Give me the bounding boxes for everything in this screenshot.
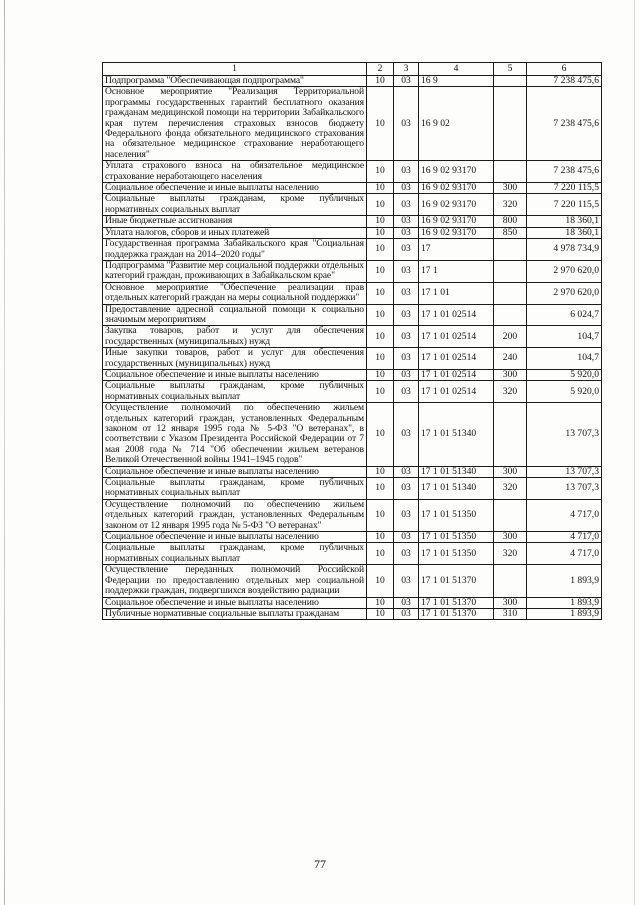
row-section: 10 <box>367 565 394 597</box>
row-expense-type: 300 <box>494 532 527 543</box>
table-row <box>103 260 602 282</box>
table-row <box>103 194 602 216</box>
row-target-article: 17 1 01 51350 <box>419 532 494 543</box>
row-expense-type <box>494 87 527 161</box>
row-subsection: 03 <box>394 282 419 304</box>
row-expense-type: 320 <box>494 381 527 403</box>
row-subsection: 03 <box>394 499 419 531</box>
row-name: Социальное обеспечение и иные выплаты населению <box>103 466 367 477</box>
row-amount: 7 238 475,6 <box>527 161 602 183</box>
row-expense-type <box>494 304 527 326</box>
row-subsection: 03 <box>394 381 419 403</box>
row-amount: 7 220 115,5 <box>527 194 602 216</box>
row-section: 10 <box>367 478 394 500</box>
row-expense-type <box>494 76 527 87</box>
row-section: 10 <box>367 194 394 216</box>
row-name: Иные закупки товаров, работ и услуг для обеспечения государственных (муниципальных) нужд <box>103 348 367 370</box>
row-section: 10 <box>367 608 394 619</box>
column-header: 3 <box>394 63 419 76</box>
column-header: 1 <box>103 63 367 76</box>
row-section: 10 <box>367 304 394 326</box>
row-expense-type: 320 <box>494 543 527 565</box>
row-section: 10 <box>367 499 394 531</box>
row-subsection: 03 <box>394 216 419 227</box>
row-expense-type <box>494 239 527 261</box>
table-row <box>103 532 602 543</box>
row-expense-type: 850 <box>494 227 527 238</box>
row-target-article: 16 9 02 93170 <box>419 216 494 227</box>
row-amount: 5 920,0 <box>527 369 602 380</box>
row-expense-type <box>494 282 527 304</box>
row-target-article: 16 9 02 <box>419 87 494 161</box>
row-amount: 6 024,7 <box>527 304 602 326</box>
row-subsection: 03 <box>394 608 419 619</box>
row-target-article: 17 <box>419 239 494 261</box>
row-section: 10 <box>367 216 394 227</box>
table-row <box>103 543 602 565</box>
row-section: 10 <box>367 543 394 565</box>
row-section: 10 <box>367 403 394 466</box>
column-header: 5 <box>494 63 527 76</box>
row-subsection: 03 <box>394 532 419 543</box>
scan-left-edge <box>4 0 5 905</box>
row-subsection: 03 <box>394 194 419 216</box>
column-header: 6 <box>527 63 602 76</box>
row-subsection: 03 <box>394 304 419 326</box>
row-expense-type: 800 <box>494 216 527 227</box>
row-target-article: 17 1 01 02514 <box>419 381 494 403</box>
row-expense-type: 320 <box>494 194 527 216</box>
row-subsection: 03 <box>394 348 419 370</box>
row-name: Социальные выплаты гражданам, кроме публичных нормативных социальных выплат <box>103 543 367 565</box>
row-name: Подпрограмма "Развитие мер социальной поддержки отдельных категорий граждан, проживающих в Забайкальском крае" <box>103 260 367 282</box>
row-name: Уплата страхового взноса на обязательное медицинское страхование неработающего населения <box>103 161 367 183</box>
row-subsection: 03 <box>394 76 419 87</box>
table-row <box>103 478 602 500</box>
row-section: 10 <box>367 381 394 403</box>
row-subsection: 03 <box>394 260 419 282</box>
row-target-article: 17 1 01 51340 <box>419 403 494 466</box>
row-name: Социальные выплаты гражданам, кроме публичных нормативных социальных выплат <box>103 381 367 403</box>
row-amount: 7 238 475,6 <box>527 76 602 87</box>
row-expense-type: 310 <box>494 608 527 619</box>
row-name: Социальное обеспечение и иные выплаты населению <box>103 183 367 194</box>
row-target-article: 17 1 01 02514 <box>419 348 494 370</box>
row-target-article: 17 1 01 <box>419 282 494 304</box>
row-amount: 5 920,0 <box>527 381 602 403</box>
row-expense-type <box>494 403 527 466</box>
row-amount: 4 717,0 <box>527 499 602 531</box>
row-section: 10 <box>367 239 394 261</box>
row-name: Иные бюджетные ассигнования <box>103 216 367 227</box>
row-subsection: 03 <box>394 227 419 238</box>
row-section: 10 <box>367 183 394 194</box>
row-target-article: 17 1 01 51370 <box>419 597 494 608</box>
row-expense-type: 240 <box>494 348 527 370</box>
row-amount: 1 893,9 <box>527 565 602 597</box>
row-target-article: 17 1 01 51370 <box>419 608 494 619</box>
table-row <box>103 608 602 619</box>
row-section: 10 <box>367 369 394 380</box>
row-amount: 2 970 620,0 <box>527 282 602 304</box>
row-expense-type <box>494 499 527 531</box>
row-name: Предоставление адресной социальной помощи к социально значимым мероприятиям <box>103 304 367 326</box>
row-expense-type <box>494 260 527 282</box>
row-amount: 104,7 <box>527 326 602 348</box>
row-name: Основное мероприятие "Обеспечение реализации прав отдельных категорий граждан на меры социальной поддержки" <box>103 282 367 304</box>
row-target-article: 17 1 01 51350 <box>419 499 494 531</box>
row-section: 10 <box>367 326 394 348</box>
row-target-article: 16 9 <box>419 76 494 87</box>
table-row <box>103 348 602 370</box>
row-amount: 2 970 620,0 <box>527 260 602 282</box>
row-amount: 13 707,3 <box>527 478 602 500</box>
row-name: Уплата налогов, сборов и иных платежей <box>103 227 367 238</box>
row-name: Основное мероприятие "Реализация Территориальной программы государственных гарантий бесплатного оказания гражданам медицинской помощи на территории Забайкальского края путем перечисления страховых взносов бюджету Федерального фонда обязательного медицинского страхования на обязательное медицинское страхование неработающего населения" <box>103 87 367 161</box>
row-expense-type <box>494 565 527 597</box>
row-target-article: 16 9 02 93170 <box>419 194 494 216</box>
row-target-article: 16 9 02 93170 <box>419 183 494 194</box>
row-subsection: 03 <box>394 87 419 161</box>
table-row <box>103 466 602 477</box>
row-amount: 18 360,1 <box>527 227 602 238</box>
row-target-article: 17 1 01 02514 <box>419 326 494 348</box>
row-amount: 104,7 <box>527 348 602 370</box>
row-name: Социальное обеспечение и иные выплаты населению <box>103 369 367 380</box>
row-subsection: 03 <box>394 543 419 565</box>
row-amount: 13 707,3 <box>527 403 602 466</box>
row-expense-type: 320 <box>494 478 527 500</box>
table-row <box>103 304 602 326</box>
row-target-article: 17 1 01 51350 <box>419 543 494 565</box>
table-row <box>103 76 602 87</box>
page-number: 77 <box>314 857 326 871</box>
table-row <box>103 381 602 403</box>
row-target-article: 17 1 01 02514 <box>419 369 494 380</box>
row-section: 10 <box>367 260 394 282</box>
row-amount: 4 717,0 <box>527 543 602 565</box>
row-name: Социальное обеспечение и иные выплаты населению <box>103 532 367 543</box>
row-name: Публичные нормативные социальные выплаты гражданам <box>103 608 367 619</box>
row-expense-type: 300 <box>494 369 527 380</box>
table-body <box>103 76 602 620</box>
row-expense-type: 200 <box>494 326 527 348</box>
table-header-row <box>103 63 602 76</box>
row-name: Осуществление переданных полномочий Российской Федерации по предоставлению отдельных мер социальной поддержки граждан, подвергшихся воздействию радиации <box>103 565 367 597</box>
table-row <box>103 326 602 348</box>
row-name: Социальное обеспечение и иные выплаты населению <box>103 597 367 608</box>
row-target-article: 16 9 02 93170 <box>419 227 494 238</box>
row-subsection: 03 <box>394 403 419 466</box>
row-target-article: 17 1 01 02514 <box>419 304 494 326</box>
table-row <box>103 499 602 531</box>
row-subsection: 03 <box>394 466 419 477</box>
table-row <box>103 183 602 194</box>
row-section: 10 <box>367 466 394 477</box>
row-subsection: 03 <box>394 565 419 597</box>
row-target-article: 17 1 01 51340 <box>419 478 494 500</box>
row-target-article: 17 1 01 51340 <box>419 466 494 477</box>
table-row <box>103 403 602 466</box>
row-expense-type <box>494 161 527 183</box>
row-section: 10 <box>367 227 394 238</box>
row-amount: 1 893,9 <box>527 608 602 619</box>
row-amount: 7 220 115,5 <box>527 183 602 194</box>
budget-table <box>102 62 602 620</box>
row-subsection: 03 <box>394 239 419 261</box>
row-name: Осуществление полномочий по обеспечению жильем отдельных категорий граждан, установленных Федеральным законом от 12 января 1995 года № 5-ФЗ "О ветеранах", в соответствии с Указом Президента Российской Федерации от 7 мая 2008 года № 714 "Об обеспечении жильем ветеранов Великой Отечественной войны 1941–1945 годов" <box>103 403 367 466</box>
row-name: Социальные выплаты гражданам, кроме публичных нормативных социальных выплат <box>103 194 367 216</box>
table-row <box>103 597 602 608</box>
row-section: 10 <box>367 282 394 304</box>
row-amount: 13 707,3 <box>527 466 602 477</box>
table-row <box>103 216 602 227</box>
scan-right-edge <box>634 0 635 905</box>
table-row <box>103 239 602 261</box>
row-name: Осуществление полномочий по обеспечению жильем отдельных категорий граждан, установленных Федеральным законом от 12 января 1995 года № 5-ФЗ "О ветеранах" <box>103 499 367 531</box>
table-row <box>103 87 602 161</box>
row-section: 10 <box>367 348 394 370</box>
column-header: 2 <box>367 63 394 76</box>
row-amount: 18 360,1 <box>527 216 602 227</box>
row-section: 10 <box>367 76 394 87</box>
row-subsection: 03 <box>394 597 419 608</box>
row-section: 10 <box>367 532 394 543</box>
row-amount: 4 717,0 <box>527 532 602 543</box>
row-section: 10 <box>367 161 394 183</box>
row-target-article: 17 1 <box>419 260 494 282</box>
table-row <box>103 227 602 238</box>
row-amount: 1 893,9 <box>527 597 602 608</box>
row-section: 10 <box>367 597 394 608</box>
row-amount: 4 978 734,9 <box>527 239 602 261</box>
row-section: 10 <box>367 87 394 161</box>
row-name: Подпрограмма "Обеспечивающая подпрограмма" <box>103 76 367 87</box>
row-expense-type: 300 <box>494 183 527 194</box>
row-name: Социальные выплаты гражданам, кроме публичных нормативных социальных выплат <box>103 478 367 500</box>
column-header: 4 <box>419 63 494 76</box>
row-target-article: 17 1 01 51370 <box>419 565 494 597</box>
row-subsection: 03 <box>394 161 419 183</box>
row-expense-type: 300 <box>494 466 527 477</box>
row-subsection: 03 <box>394 369 419 380</box>
table-row <box>103 282 602 304</box>
row-subsection: 03 <box>394 326 419 348</box>
table-row <box>103 161 602 183</box>
table-row <box>103 565 602 597</box>
row-name: Государственная программа Забайкальского края "Социальная поддержка граждан на 2014–2020 годы" <box>103 239 367 261</box>
table-row <box>103 369 602 380</box>
row-target-article: 16 9 02 93170 <box>419 161 494 183</box>
row-expense-type: 300 <box>494 597 527 608</box>
row-subsection: 03 <box>394 183 419 194</box>
row-amount: 7 238 475,6 <box>527 87 602 161</box>
row-name: Закупка товаров, работ и услуг для обеспечения государственных (муниципальных) нужд <box>103 326 367 348</box>
row-subsection: 03 <box>394 478 419 500</box>
